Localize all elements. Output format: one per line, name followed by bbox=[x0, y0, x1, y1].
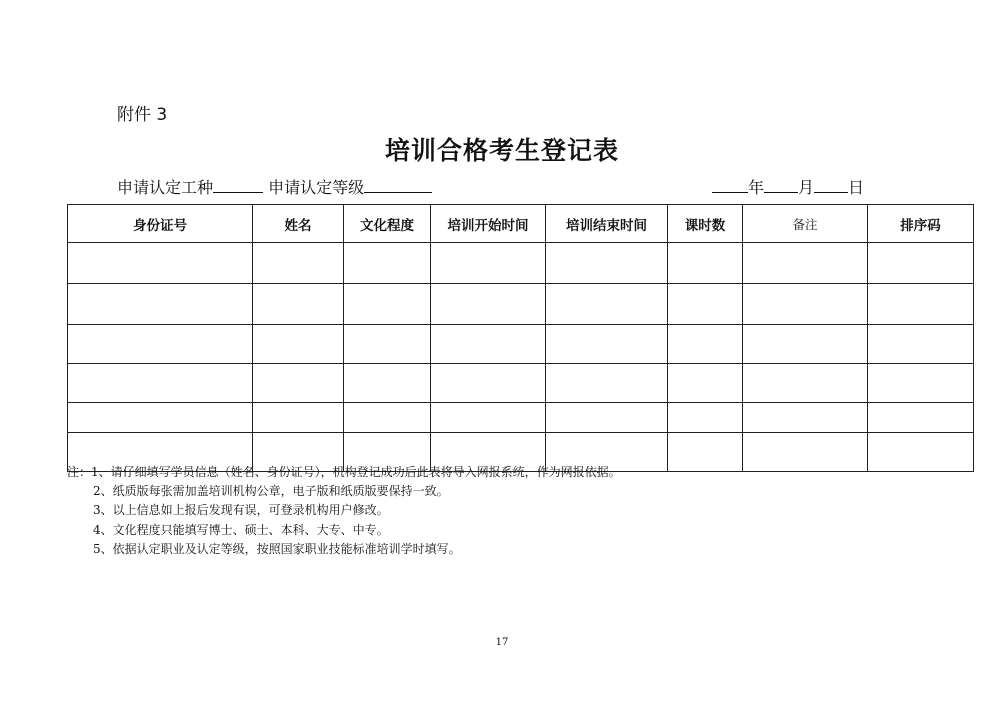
month-label: 月 bbox=[798, 178, 815, 197]
header-class-hours: 课时数 bbox=[668, 205, 743, 243]
table-cell[interactable] bbox=[344, 284, 431, 325]
table-row bbox=[68, 364, 974, 403]
table-cell[interactable] bbox=[546, 403, 668, 433]
header-id-number: 身份证号 bbox=[68, 205, 253, 243]
table-row bbox=[68, 325, 974, 364]
note-2: 2、纸质版每张需加盖培训机构公章，电子版和纸质版要保持一致。 bbox=[93, 484, 449, 499]
attachment-label: 附件 3 bbox=[117, 105, 168, 125]
table-header-row bbox=[68, 205, 974, 243]
application-meta bbox=[117, 175, 432, 198]
table-cell[interactable] bbox=[743, 243, 868, 284]
note-5: 5、依据认定职业及认定等级，按照国家职业技能标准培训学时填写。 bbox=[93, 541, 461, 556]
table-cell[interactable] bbox=[743, 403, 868, 433]
year-label: 年 bbox=[748, 178, 765, 197]
level-blank[interactable] bbox=[364, 178, 432, 193]
table-cell[interactable] bbox=[253, 243, 344, 284]
table-cell[interactable] bbox=[546, 364, 668, 403]
header-training-start: 培训开始时间 bbox=[431, 205, 546, 243]
table-cell[interactable] bbox=[253, 364, 344, 403]
day-label: 日 bbox=[848, 178, 865, 197]
table-row bbox=[68, 284, 974, 325]
table-cell[interactable] bbox=[668, 325, 743, 364]
notes-section bbox=[67, 463, 621, 559]
table-cell[interactable] bbox=[546, 325, 668, 364]
table-cell[interactable] bbox=[668, 284, 743, 325]
registration-table bbox=[67, 204, 974, 472]
level-label: 申请认定等级 bbox=[268, 178, 365, 197]
table-cell[interactable] bbox=[68, 284, 253, 325]
note-1: 注：1、请仔细填写学员信息（姓名、身份证号），机构登记成功后此表将导入网报系统，作为网报依据。 bbox=[67, 465, 621, 479]
table-cell[interactable] bbox=[668, 433, 743, 472]
table-cell[interactable] bbox=[668, 364, 743, 403]
table-cell[interactable] bbox=[668, 403, 743, 433]
table-cell[interactable] bbox=[68, 243, 253, 284]
table-cell[interactable] bbox=[868, 284, 974, 325]
job-type-label: 申请认定工种 bbox=[117, 178, 214, 197]
table-cell[interactable] bbox=[431, 364, 546, 403]
table-cell[interactable] bbox=[743, 364, 868, 403]
table-cell[interactable] bbox=[868, 243, 974, 284]
page-title: 培训合格考生登记表 bbox=[384, 136, 619, 165]
year-blank[interactable] bbox=[712, 178, 748, 193]
table-cell[interactable] bbox=[868, 433, 974, 472]
table-cell[interactable] bbox=[668, 243, 743, 284]
table-row bbox=[68, 243, 974, 284]
job-type-blank[interactable] bbox=[213, 178, 263, 193]
table-cell[interactable] bbox=[868, 403, 974, 433]
header-remarks: 备注 bbox=[743, 205, 868, 243]
table-cell[interactable] bbox=[868, 325, 974, 364]
table-cell[interactable] bbox=[868, 364, 974, 403]
header-training-end: 培训结束时间 bbox=[546, 205, 668, 243]
table-cell[interactable] bbox=[431, 325, 546, 364]
header-education: 文化程度 bbox=[344, 205, 431, 243]
header-name: 姓名 bbox=[253, 205, 344, 243]
table-cell[interactable] bbox=[344, 243, 431, 284]
table-cell[interactable] bbox=[68, 403, 253, 433]
header-sort-code: 排序码 bbox=[868, 205, 974, 243]
table-cell[interactable] bbox=[344, 325, 431, 364]
table-cell[interactable] bbox=[546, 243, 668, 284]
day-blank[interactable] bbox=[814, 178, 848, 193]
table-cell[interactable] bbox=[743, 284, 868, 325]
table-cell[interactable] bbox=[68, 325, 253, 364]
table-cell[interactable] bbox=[68, 364, 253, 403]
table-cell[interactable] bbox=[344, 403, 431, 433]
table-cell[interactable] bbox=[743, 433, 868, 472]
month-blank[interactable] bbox=[764, 178, 798, 193]
table-cell[interactable] bbox=[253, 403, 344, 433]
table-cell[interactable] bbox=[253, 284, 344, 325]
table-cell[interactable] bbox=[546, 284, 668, 325]
table-cell[interactable] bbox=[431, 243, 546, 284]
table-cell[interactable] bbox=[344, 364, 431, 403]
date-meta bbox=[712, 175, 864, 198]
table-cell[interactable] bbox=[253, 325, 344, 364]
table-cell[interactable] bbox=[431, 403, 546, 433]
note-3: 3、以上信息如上报后发现有误，可登录机构用户修改。 bbox=[93, 503, 389, 518]
table-cell[interactable] bbox=[743, 325, 868, 364]
page-number: 17 bbox=[495, 637, 509, 648]
table-row bbox=[68, 403, 974, 433]
note-4: 4、文化程度只能填写博士、硕士、本科、大专、中专。 bbox=[93, 522, 389, 537]
table-cell[interactable] bbox=[431, 284, 546, 325]
